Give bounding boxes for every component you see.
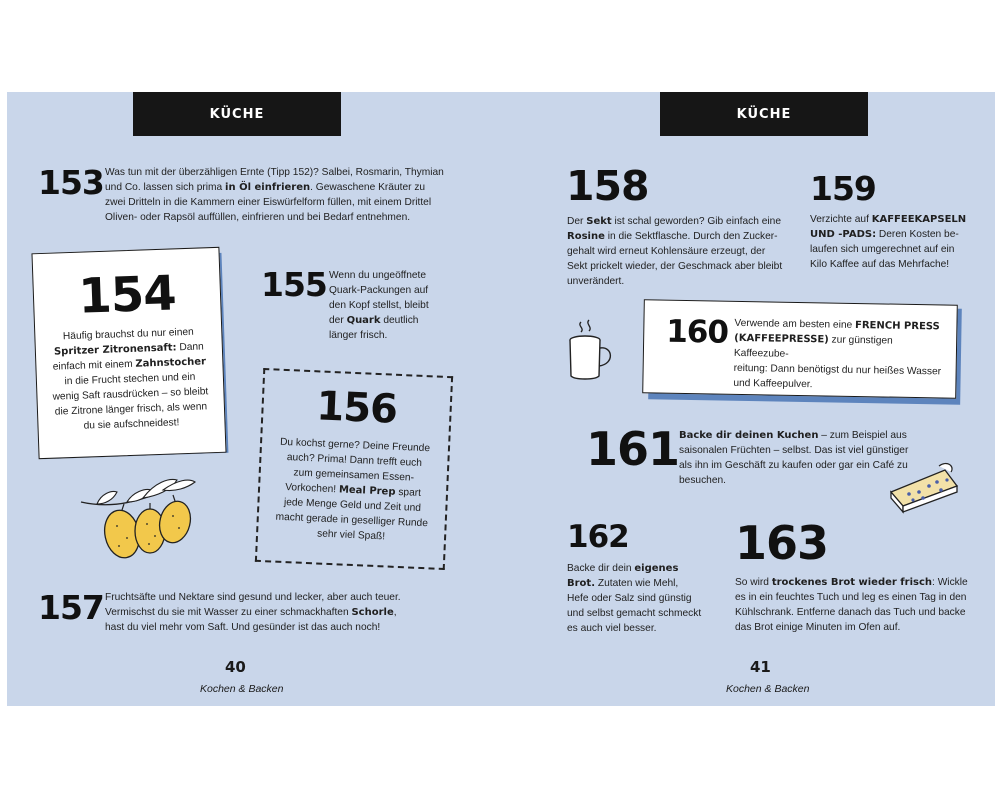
right-page: [501, 92, 995, 706]
tip-number-160: 160: [665, 313, 729, 351]
tip-number-156: 156: [315, 383, 398, 433]
section-tab: [660, 92, 868, 136]
tip-162-text: Backe dir dein eigenes Brot. Zutaten wie Mehl, Hefe oder Salz sind günstig und selbst gemacht schmeckt es auch viel besser.: [567, 563, 702, 634]
tip-157-text: Fruchtsäfte und Nektare sind gesund und lecker, aber auch teuer. Vermischst du sie mit Wasser zu einer schmackhaften Schorle, hast du viel mehr vom Saft. Und gesünder ist das auch noch!: [105, 592, 401, 633]
coffee-mug-icon: [563, 318, 623, 384]
tip-154-card: [31, 247, 226, 459]
lemons-illustration-icon: [77, 474, 207, 570]
chapter-title: Kochen & Backen: [726, 683, 810, 695]
section-title: KÜCHE: [736, 106, 792, 122]
tip-160-text: Verwende am besten eine FRENCH PRESS (KAFFEEPRESSE) zur günstigen Kaffeezube- reitung: Dann benötigst du nur heißes Wasser und Kaffeepulver.: [733, 317, 942, 391]
tip-154-text: Häufig brauchst du nur einen Spritzer Zitronensaft: Dann einfach mit einem Zahnstocher in die Frucht stechen und ein wenig Saft rausdrücken – so bleibt die Zitrone länger frisch, als wenn du sie aufschneidest!: [52, 326, 209, 432]
tip-163-text: So wird trockenes Brot wieder frisch: Wickle es in ein feuchtes Tuch und leg es einen Tag in den Kühlschrank. Entferne danach das Tuch und backe das Brot einige Minuten im Ofen auf.: [735, 577, 968, 633]
page-number: 40: [225, 658, 246, 676]
section-title: KÜCHE: [209, 106, 265, 122]
page-number: 41: [750, 658, 771, 676]
left-page: [7, 92, 501, 706]
tip-158-text: Der Sekt ist schal geworden? Gib einfach eine Rosine in die Sektflasche. Durch den Zucker- gehalt wird erneut Kohlensäure erzeugt, der Sekt prickelt wieder, der Geschmack aber bleibt unverändert.: [567, 216, 783, 287]
tip-153-text: Was tun mit der überzähligen Ernte (Tipp 152)? Salbei, Rosmarin, Thymian und Co. lassen sich prima in Öl einfrieren. Gewaschene Kräuter zu zwei Dritteln in die Kammern einer Eiswürfelform füllen, mit einem Drittel Oliven- oder Rapsöl auffüllen, einfrieren und bei Bedarf entnehmen.: [105, 167, 444, 223]
tip-number-159: 159: [810, 169, 876, 208]
tip-number-158: 158: [566, 162, 649, 210]
tip-159-text: Verzichte auf KAFFEEKAPSELN UND -PADS: Deren Kosten be- laufen sich umgerechnet auf ein Kilo Kaffee auf das Mehrfache!: [810, 214, 967, 270]
tip-155-text: Wenn du ungeöffnete Quark-Packungen auf den Kopf stellst, bleibt der Quark deutlich länger frisch.: [329, 270, 429, 341]
tip-number-155: 155: [261, 265, 327, 304]
tip-160-card: [642, 299, 958, 398]
tip-number-161: 161: [586, 422, 680, 476]
tip-number-163: 163: [735, 516, 829, 570]
book-spread: [7, 92, 995, 706]
section-tab: [133, 92, 341, 136]
tip-number-162: 162: [567, 519, 629, 555]
cake-slice-icon: [889, 458, 961, 514]
tip-156-dashed-box: [255, 368, 453, 570]
tip-161-text: Backe dir deinen Kuchen – zum Beispiel aus saisonalen Früchten – selbst. Das ist viel günstiger als ihn im Geschäft zu kaufen oder gar ein Café zu besuchen.: [679, 430, 909, 486]
tip-number-153: 153: [38, 163, 104, 202]
tip-number-157: 157: [38, 588, 104, 627]
tip-156-text: Du kochst gerne? Deine Freunde auch? Prima! Dann trefft euch zum gemeinsamen Essen- Vorkochen! Meal Prep spart jede Menge Geld und Zeit und macht gerade in geselliger Runde sehr viel Spaß!: [275, 436, 431, 543]
chapter-title: Kochen & Backen: [200, 683, 284, 695]
tip-number-154: 154: [77, 265, 177, 325]
